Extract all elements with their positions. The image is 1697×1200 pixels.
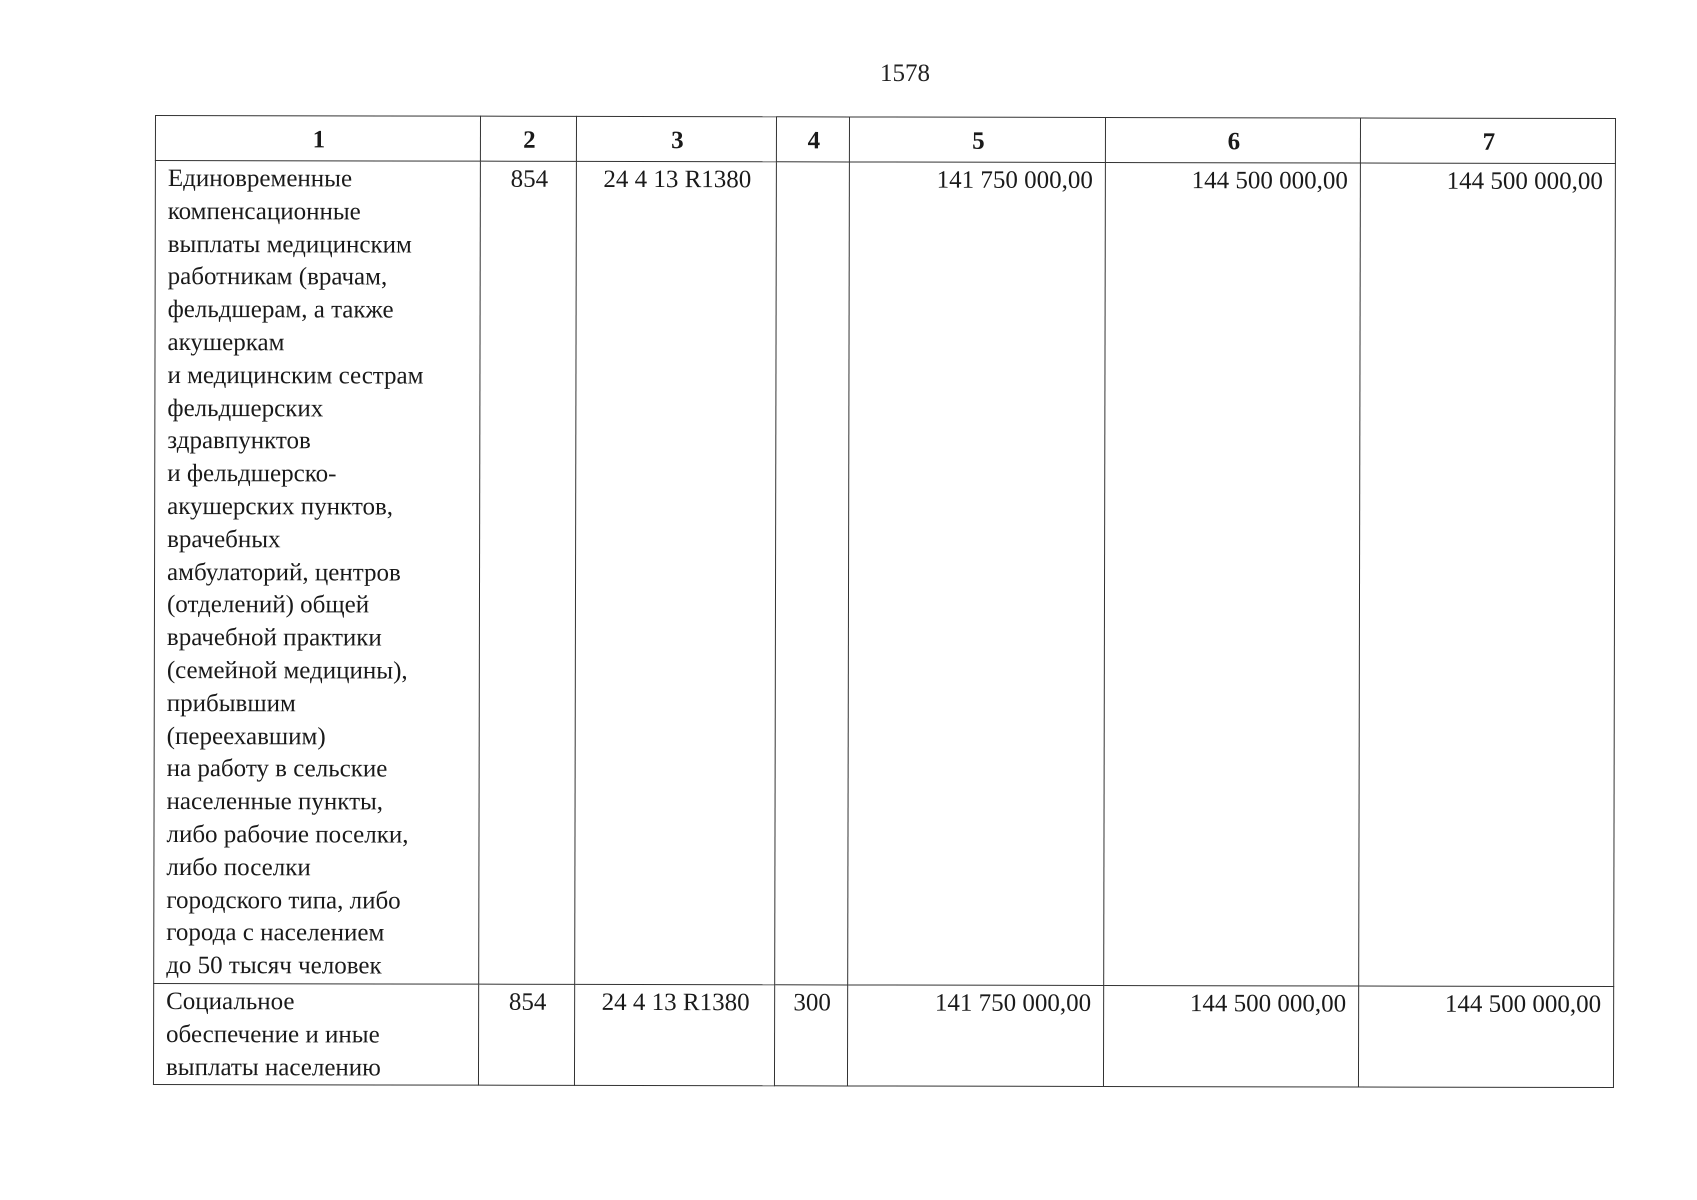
row-name-line: на работу в сельские xyxy=(166,755,388,783)
row-name-line: здравпунктов xyxy=(167,427,311,455)
row-name-line: либо поселки xyxy=(166,853,311,882)
row-name-line: фельдшерам, а также xyxy=(167,296,394,324)
column-header-7: 7 xyxy=(1360,118,1615,164)
row-name-line: амбулаторий, центров xyxy=(167,558,401,587)
column-header-6: 6 xyxy=(1105,117,1360,163)
table-row xyxy=(154,161,1616,987)
row-name-line: города с населением xyxy=(166,919,385,947)
target-article-cell: 24 4 13 R1380 xyxy=(575,161,777,984)
row-name-line: выплаты медицинским xyxy=(167,230,412,259)
row-name-line: Социальное xyxy=(166,988,295,1016)
amount-year2-cell: 144 500 000,00 xyxy=(1104,162,1361,986)
row-name-line: компенсационные xyxy=(167,197,361,226)
page-number: 1578 xyxy=(880,60,930,87)
row-name-line: и фельдшерско- xyxy=(167,460,337,488)
admin-code-cell: 854 xyxy=(479,161,577,984)
expense-type-cell xyxy=(775,162,850,985)
row-name-line: прибывшим xyxy=(166,689,296,718)
row-name-line: фельдшерских xyxy=(167,394,324,422)
row-name-line: (переехавшим) xyxy=(166,722,326,750)
amount-year3-cell: 144 500 000,00 xyxy=(1358,986,1613,1088)
amount-year1-cell: 141 750 000,00 xyxy=(847,985,1103,1087)
column-header-2: 2 xyxy=(480,116,576,161)
row-name-line: либо рабочие поселки, xyxy=(166,820,409,849)
column-header-5: 5 xyxy=(849,117,1105,163)
row-name xyxy=(166,163,470,984)
row-name-cell xyxy=(154,161,481,985)
expense-type-cell: 300 xyxy=(774,985,847,1087)
row-name-line: населенные пункты, xyxy=(166,788,384,816)
row-name-line: (отделений) общей xyxy=(166,591,370,619)
row-name-line: и медицинским сестрам xyxy=(167,361,424,390)
row-name-line: врачебных xyxy=(167,525,281,554)
row-name-line: Единовременные xyxy=(167,165,353,193)
amount-year1-cell: 141 750 000,00 xyxy=(848,162,1106,986)
row-name-line: работникам (врачам, xyxy=(167,263,388,291)
target-article-cell: 24 4 13 R1380 xyxy=(574,984,774,1086)
column-header-3: 3 xyxy=(576,116,776,161)
row-name-line: врачебной практики xyxy=(166,624,382,652)
row-name-line: акушерских пунктов, xyxy=(167,492,394,521)
budget-table xyxy=(153,115,1616,1088)
row-name-line: городского типа, либо xyxy=(166,886,401,915)
row-name-line: (семейной медицины), xyxy=(166,656,408,685)
column-header-1: 1 xyxy=(155,116,480,162)
header-row xyxy=(155,116,1615,164)
amount-year3-cell: 144 500 000,00 xyxy=(1359,163,1616,987)
column-header-4: 4 xyxy=(776,117,849,162)
row-name-line: акушеркам xyxy=(167,329,285,357)
row-name-line: выплаты населению xyxy=(165,1053,381,1082)
amount-year2-cell: 144 500 000,00 xyxy=(1103,985,1358,1087)
row-name xyxy=(166,986,468,1085)
row-name-line: до 50 тысяч человек xyxy=(166,952,382,980)
row-name-cell xyxy=(153,983,478,1085)
table-row xyxy=(153,983,1613,1087)
admin-code-cell: 854 xyxy=(478,984,574,1086)
row-name-line: обеспечение и иные xyxy=(166,1020,380,1049)
